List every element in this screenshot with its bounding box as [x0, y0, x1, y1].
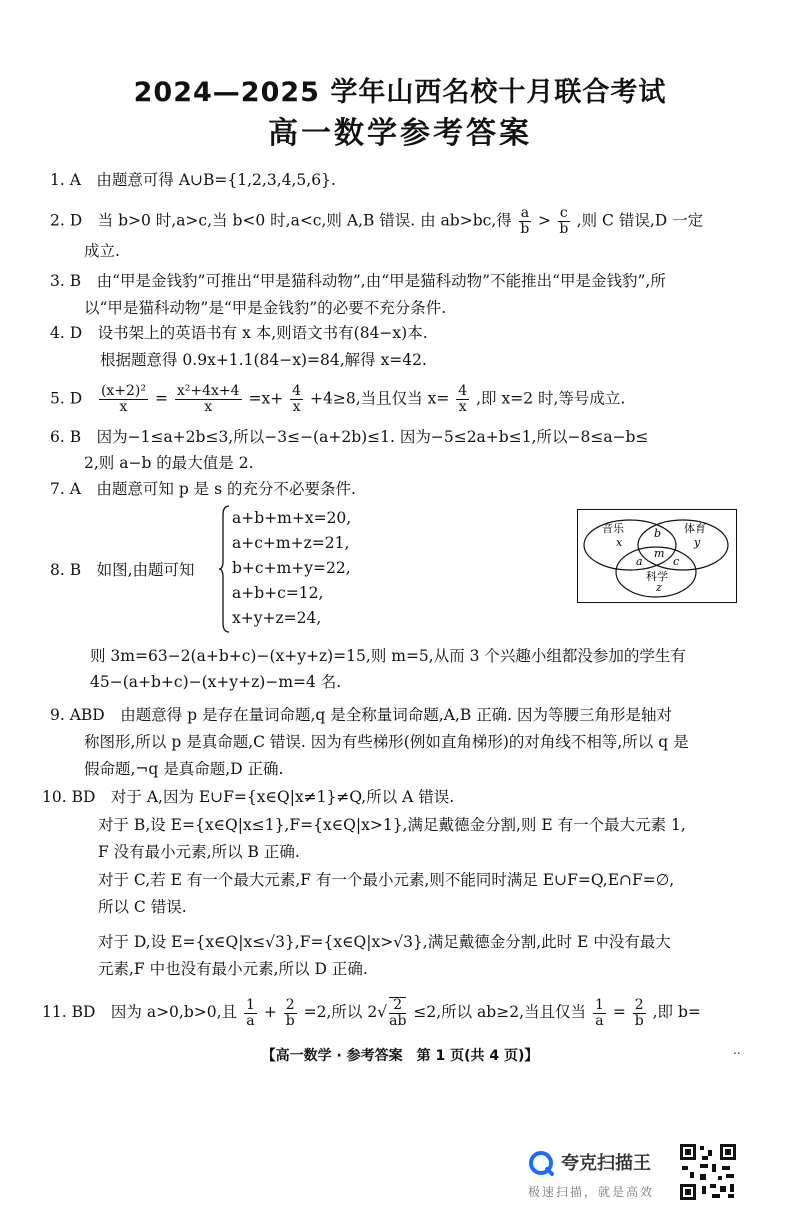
- answer-10-d2: 元素,F 中也没有最小元素,所以 D 正确.: [98, 960, 368, 978]
- fraction: $\frac{1}{a}$: [245, 996, 255, 1029]
- venn-var-a: a: [636, 555, 643, 568]
- sqrt-sign: √: [377, 1003, 388, 1021]
- fraction: $\frac{\text{(x+2)²}}{x}$: [100, 383, 147, 415]
- venn-label-music: 音乐: [602, 522, 624, 535]
- fraction: $\frac{1}{a}$: [594, 996, 604, 1029]
- answer-4-cont: 根据题意得 0.9x+1.1(84−x)=84,解得 x=42.: [100, 351, 427, 369]
- answer-5-label: 5. D: [50, 389, 83, 408]
- answer-9-cont2: 假命题,¬q 是真命题,D 正确.: [84, 760, 284, 778]
- qr-code-icon: [678, 1142, 738, 1202]
- exam-title: 2024—2025 学年山西名校十月联合考试: [133, 77, 667, 108]
- answer-key-title: 高一数学参考答案: [268, 116, 532, 151]
- answer-10-c2: 所以 C 错误.: [98, 898, 187, 916]
- equation-3: b+c+m+y=22,: [232, 559, 351, 577]
- answer-3-cont: 以“甲是猫科动物”是“甲是金钱豹”的必要不充分条件.: [84, 299, 447, 317]
- fraction: $\frac{2}{ab}$: [389, 997, 407, 1029]
- footer-dots: ..: [733, 1043, 741, 1057]
- answer-1: 1. A 由题意可得 A∪B={1,2,3,4,5,6}.: [50, 171, 336, 189]
- answer-3: 3. B 由“甲是金钱豹”可推出“甲是猫科动物”,由“甲是猫科动物”不能推出“甲是金钱豹”,所: [50, 272, 666, 290]
- answer-8-cont: 则 3m=63−2(a+b+c)−(x+y+z)=15,则 m=5,从而 3 个兴趣小组都没参加的学生有: [90, 647, 686, 665]
- equation-1: a+b+m+x=20,: [232, 509, 352, 527]
- fraction: $\frac{a}{b}$: [520, 205, 530, 237]
- operator: =: [612, 1003, 626, 1021]
- answer-11-text: ,即 b=: [652, 1003, 701, 1021]
- venn-var-b: b: [654, 527, 662, 540]
- watermark-name: 夸克扫描王: [561, 1153, 651, 1174]
- fraction: $\frac{4}{x}$: [292, 383, 302, 415]
- answer-8-label: 8. B 如图,由题可知: [50, 561, 195, 579]
- answer-7: 7. A 由题意可知 p 是 s 的充分不必要条件.: [50, 480, 356, 498]
- answer-2-text: ,则 C 错误,D 一定: [576, 211, 704, 230]
- fraction: $\frac{\text{x²+4x+4}}{x}$: [176, 383, 240, 415]
- operator: =: [154, 389, 168, 408]
- answer-9: 9. ABD 由题意得 p 是存在量词命题,q 是全称量词命题,A,B 正确. 因为等腰三角形是轴对: [50, 706, 673, 724]
- fraction: $\frac{2}{b}$: [634, 996, 644, 1029]
- answer-5-text: =x+: [248, 389, 284, 408]
- answer-10-d: 对于 D,设 E={x∈Q|x≤√3},F={x∈Q|x>√3},满足戴德金分割,此时 E 中没有最大: [98, 933, 671, 951]
- operator: +: [263, 1003, 277, 1021]
- venn-circle-music: [584, 520, 676, 570]
- answer-10-b: 对于 B,设 E={x∈Q|x≤1},F={x∈Q|x>1},满足戴德金分割,则 E 有一个最大元素 1,: [98, 816, 686, 834]
- answer-10-c: 对于 C,若 E 有一个最大元素,F 有一个最小元素,则不能同时满足 E∪F=Q,E∩F=∅,: [98, 871, 675, 889]
- answer-10-b2: F 没有最小元素,所以 B 正确.: [98, 843, 300, 861]
- venn-var-m: m: [654, 547, 665, 560]
- fraction: $\frac{4}{x}$: [458, 383, 468, 415]
- left-brace: [218, 505, 230, 633]
- answer-9-cont: 称图形,所以 p 是真命题,C 错误. 因为有些梯形(例如直角梯形)的对角线不相等,所以 q 是: [84, 733, 689, 751]
- answer-11-text: =2,所以 2: [303, 1003, 378, 1021]
- equation-2: a+c+m+z=21,: [232, 534, 350, 552]
- venn-var-x: x: [616, 536, 623, 549]
- answer-8-cont2: 45−(a+b+c)−(x+y+z)−m=4 名.: [90, 673, 342, 691]
- answer-6-cont: 2,则 a−b 的最大值是 2.: [84, 454, 254, 472]
- operator: >: [537, 211, 551, 230]
- equation-5: x+y+z=24,: [232, 609, 322, 627]
- fraction: $\frac{c}{b}$: [559, 205, 569, 237]
- watermark-slogan: 极速扫描，就是高效: [528, 1185, 655, 1199]
- venn-var-z: z: [656, 581, 662, 594]
- venn-circle-sports: [638, 520, 728, 570]
- answer-11-text: ≤2,所以 ab≥2,当且仅当: [413, 1003, 587, 1021]
- answer-4: 4. D 设书架上的英语书有 x 本,则语文书有(84−x)本.: [50, 324, 428, 342]
- venn-var-c: c: [673, 555, 680, 568]
- answer-10: 10. BD 对于 A,因为 E∪F={x∈Q|x≠1}≠Q,所以 A 错误.: [42, 788, 455, 806]
- venn-label-sports: 体育: [684, 522, 706, 535]
- venn-var-y: y: [694, 536, 701, 549]
- page-footer: 【高一数学 · 参考答案 第 1 页(共 4 页)】: [261, 1048, 539, 1064]
- venn-diagram: [577, 509, 737, 603]
- answer-2: [50, 206, 703, 237]
- quark-logo-icon: [528, 1150, 554, 1176]
- answer-11: [42, 997, 701, 1029]
- venn-label-science: 科学: [646, 570, 668, 583]
- answer-2-text: 2. D 当 b>0 时,a>c,当 b<0 时,a<c,则 A,B 错误. 由 ab>bc,得: [50, 211, 512, 230]
- answer-2-cont: 成立.: [84, 242, 120, 260]
- equation-4: a+b+c=12,: [232, 584, 324, 602]
- fraction: $\frac{2}{b}$: [285, 996, 295, 1029]
- answer-5-text: ,即 x=2 时,等号成立.: [476, 389, 626, 408]
- answer-11-text: 11. BD 因为 a>0,b>0,且: [42, 1003, 238, 1021]
- answer-6: 6. B 因为−1≤a+2b≤3,所以−3≤−(a+2b)≤1. 因为−5≤2a+b≤1,所以−8≤a−b≤: [50, 428, 649, 446]
- answer-5: [50, 384, 625, 415]
- answer-5-text: +4≥8,当且仅当 x=: [310, 389, 450, 408]
